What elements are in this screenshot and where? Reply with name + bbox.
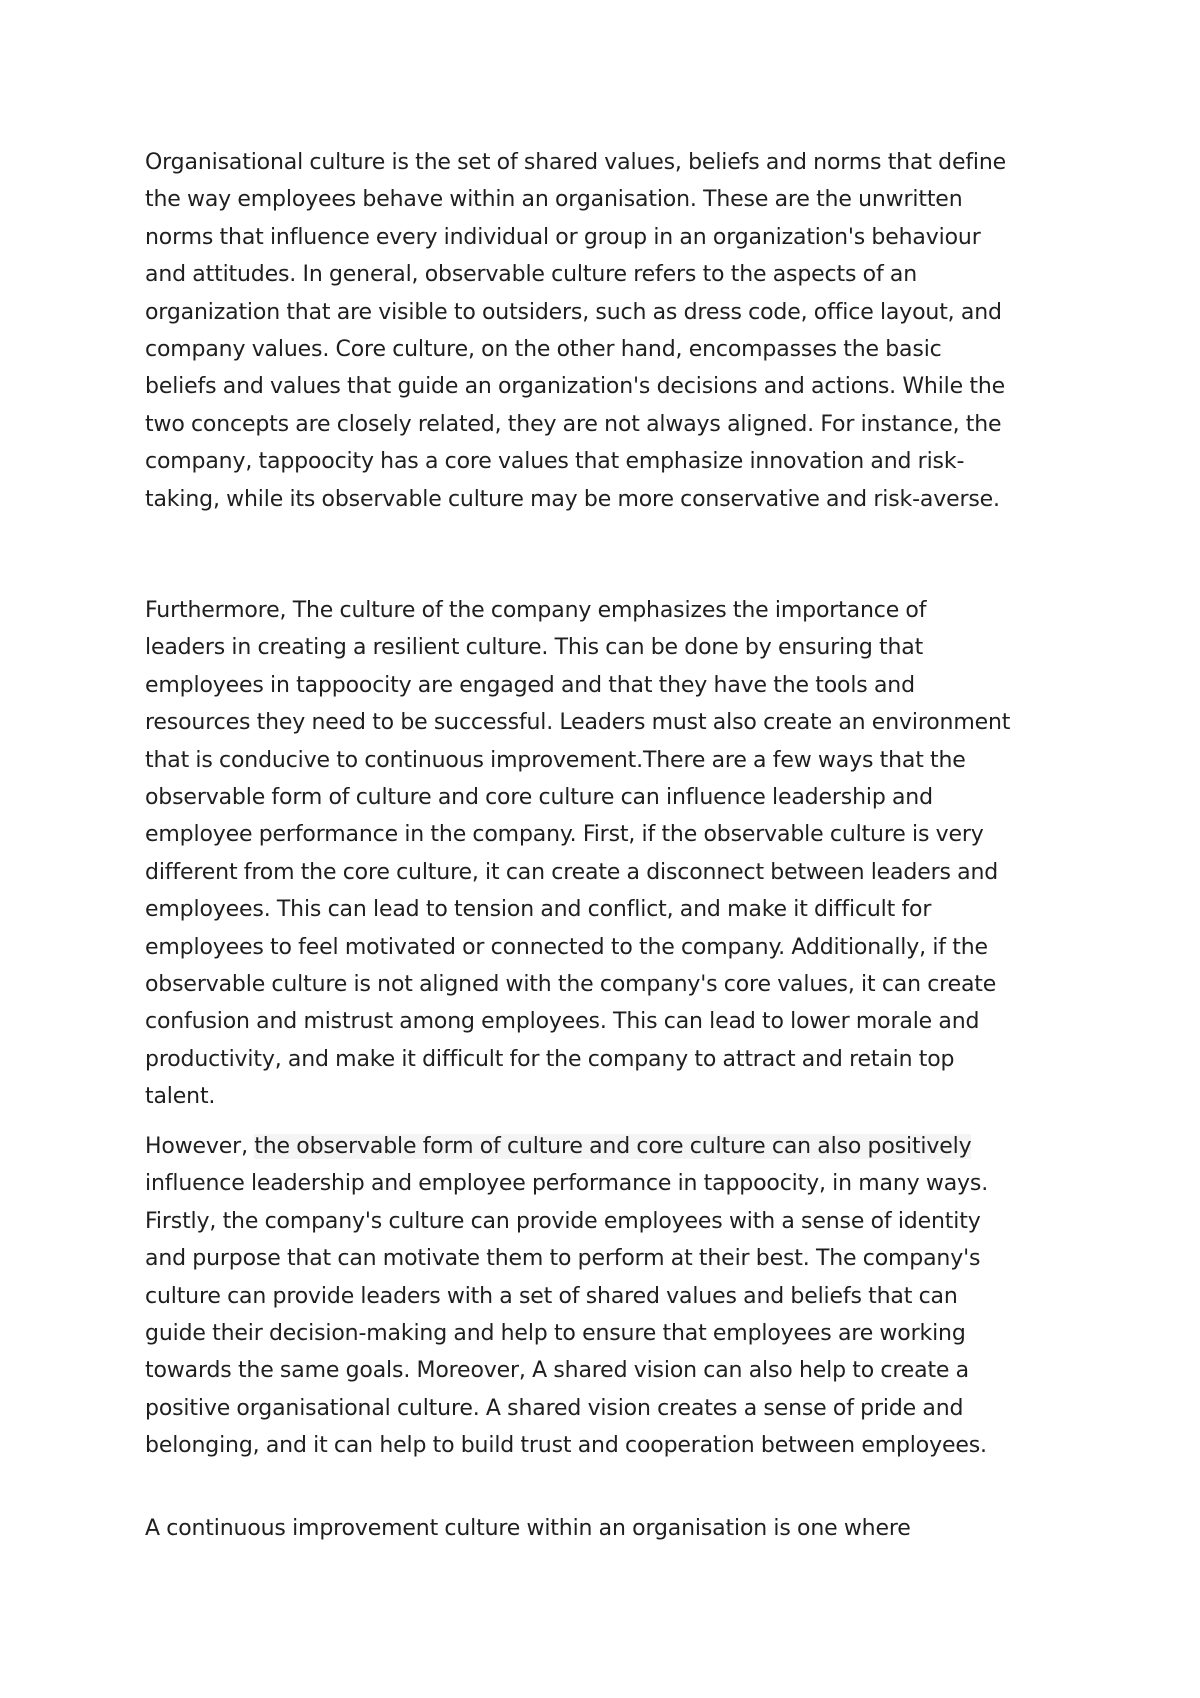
paragraph-leadership-culture: Furthermore, The culture of the company emphasizes the importance of leaders in creating a resilient culture. This can be done by ensuring that employees in tappoocity are engaged and that they have the tools and resources they need to be successful. Leaders must also create an environment that is conducive to continuous improvement.There are a few ways that the observable form of culture and core culture can influence leadership and employee performance in the company. First, if the observable culture is very different from the core culture, it can create a disconnect between leaders and employees. This can lead to tension and conflict, and make it difficult for employees to feel motivated or connected to the company. Additionally, if the observable culture is not aligned with the company's core values, it can create confusion and mistrust among employees. This can lead to lower morale and productivity, and make it difficult for the company to attract and retain top talent.	[145, 598, 1011, 1110]
paragraph-positive-influence	[145, 1128, 1065, 1465]
paragraph-lead-text: However,	[145, 1134, 255, 1159]
paragraph-organisational-culture: Organisational culture is the set of shared values, beliefs and norms that define the way employees behave within an organisation. These are the unwritten norms that influence every individual or group in an organization's behaviour and attitudes. In general, observable culture refers to the aspects of an organization that are visible to outsiders, such as dress code, office layout, and company values. Core culture, on the other hand, encompasses the basic beliefs and values that guide an organization's decisions and actions. While the two concepts are closely related, they are not always aligned. For instance, the company, tappoocity has a core values that emphasize innovation and risk- taking, while its observable culture may be more conservative and risk-averse.	[145, 150, 1007, 512]
highlighted-text: the observable form of culture and core culture can also positively	[254, 1134, 972, 1159]
paragraph-continuous-improvement: A continuous improvement culture within an organisation is one where	[145, 1516, 911, 1541]
paragraph-body-text: influence leadership and employee performance in tappoocity, in many ways. Firstly, the company's culture can provide employees with a sense of identity and purpose that can motivate them to perform at their best. The company's culture can provide leaders with a set of shared values and beliefs that can guide their decision-making and help to ensure that employees are working towards the same goals. Moreover, A shared vision can also help to create a positive organisational culture. A shared vision creates a sense of pride and belonging, and it can help to build trust and cooperation between employees.	[145, 1171, 989, 1459]
